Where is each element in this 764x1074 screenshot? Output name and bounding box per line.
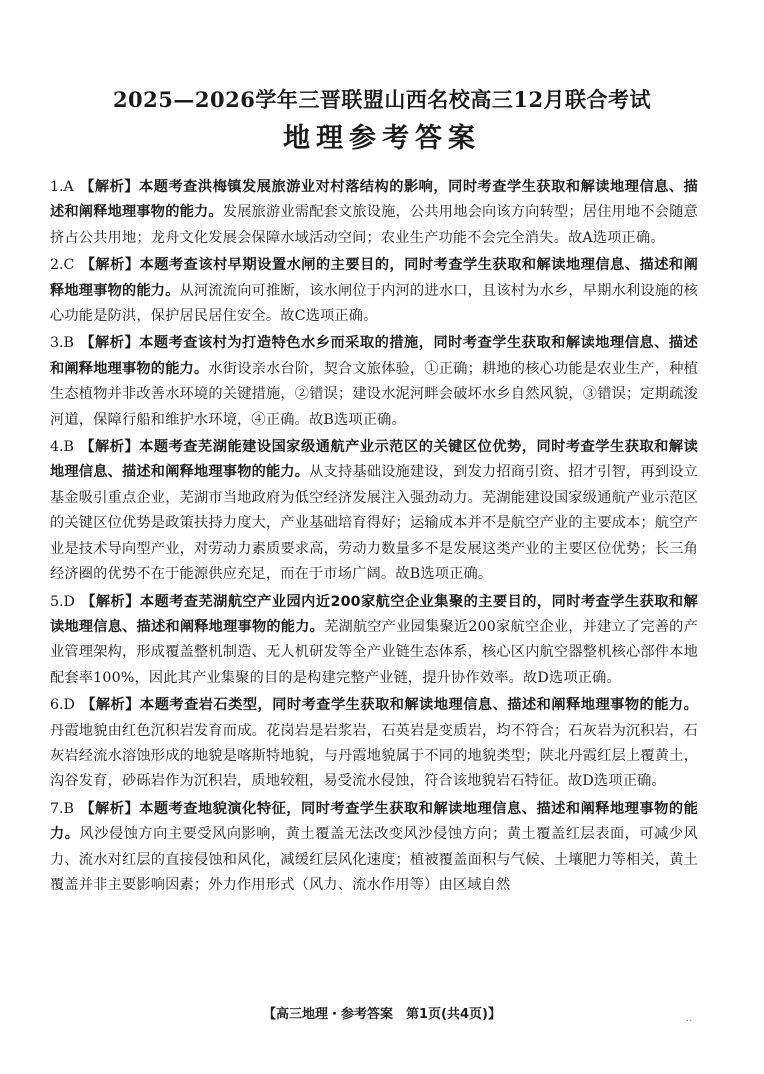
answer-item-6 [50, 693, 698, 795]
answer-number: 3.B [50, 335, 74, 352]
answer-item-2 [50, 253, 698, 329]
analysis-tag: 【解析】 [79, 800, 140, 817]
answer-number: 6.D [50, 697, 75, 714]
analysis-tag: 【解析】 [79, 439, 140, 456]
answer-focus: 本题考查该村为打造特色水乡而采取的措施，同时考查学生获取和解读地理信息、描述和阐释地理事物的能力。 [50, 335, 698, 377]
analysis-tag: 【解析】 [80, 697, 140, 714]
answer-detail: 从河流流向可推断，该水闸位于内河的进水口，且该村为水乡，早期水利设施的核心功能是防洪，保护居民居住安全。故C选项正确。 [50, 282, 698, 325]
answer-number: 4.B [50, 439, 74, 456]
answer-item-5 [50, 590, 698, 692]
answer-focus: 本题考查洪梅镇发展旅游业对村落结构的影响，同时考查学生获取和解读地理信息、描述和阐释地理事物的能力。 [50, 179, 698, 221]
answer-detail: 发展旅游业需配套文旅设施，公共用地会向该方向转型；居住用地不会随意挤占公共用地；龙舟文化发展会保障水域活动空间；农业生产功能不会完全消失。故A选项正确。 [50, 204, 699, 246]
corner-dot-mark: ·· [686, 1016, 693, 1027]
answer-detail: 芜湖航空产业园集聚近200家航空企业，并建立了完善的产业管理架构，形成覆盖整机制造、无人机研发等全产业链生态体系，核心区内航空器整机核心部件本地配套率100%，因此其产业集聚的目的是构建完整产业链，提升协作效率。故D选项正确。 [50, 618, 698, 686]
answer-number: 7.B [50, 800, 74, 817]
answer-detail: 丹霞地貌由红色沉积岩发育而成。花岗岩是岩浆岩，石英岩是变质岩，均不符合；石灰岩为沉积岩，石灰岩经流水溶蚀形成的地貌是喀斯特地貌，与丹霞地貌属于不同的地貌类型；陕北丹霞红层上覆黄土，沟谷发育，砂砾岩作为沉积岩，质地较粗，易受流水侵蚀，符合该地貌岩石特征。故D选项正确。 [50, 722, 698, 790]
answer-number: 2.C [50, 257, 75, 274]
exam-title: 2025—2026学年三晋联盟山西名校高三12月联合考试 [112, 87, 652, 112]
answer-detail: 从支持基础设施建设，到发力招商引资、招才引智，再到设立基金吸引重点企业，芜湖市当地政府为低空经济发展注入强劲动力。芜湖能建设国家级通航产业示范区的关键区位优势是政策扶持力度大，产业基础培育得好；运输成本并不是航空产业的主要成本；航空产业是技术导向型产业，对劳动力素质要求高，劳动力数量多不是发展这类产业的主要区位优势；长三角经济圈的优势不在于能源供应充足，而在于市场广阔。故B选项正确。 [50, 464, 698, 583]
answer-detail: 水街设亲水台阶，契合文旅体验，①正确；耕地的核心功能是农业生产，种植生态植物并非改善水环境的关键措施，②错误；建设水泥河畔会破坏水乡自然风貌，③错误；定期疏浚河道，保障行船和维护水环境，④正确。故B选项正确。 [50, 360, 698, 428]
answer-number: 5.D [50, 593, 75, 610]
page-footer: 【高三地理・参考答案 第1页(共4页)】 [263, 1007, 501, 1022]
answer-list [50, 175, 698, 900]
analysis-tag: 【解析】 [80, 593, 140, 610]
answer-key-title: 地理参考答案 [283, 123, 481, 154]
analysis-tag: 【解析】 [79, 335, 140, 352]
answer-number: 1.A [50, 179, 74, 195]
analysis-tag: 【解析】 [80, 257, 140, 274]
analysis-tag: 【解析】 [79, 179, 140, 195]
answer-focus: 本题考查芜湖航空产业园内近200家航空企业集聚的主要目的，同时考查学生获取和解读地理信息、描述和阐释地理事物的能力。 [50, 593, 698, 635]
answer-item-1 [50, 175, 698, 251]
answer-item-4 [50, 435, 698, 587]
answer-focus: 本题考查岩石类型，同时考查学生获取和解读地理信息、描述和阐释地理事物的能力。 [140, 697, 698, 714]
answer-item-3 [50, 331, 698, 433]
answer-focus: 本题考查地貌演化特征，同时考查学生获取和解读地理信息、描述和阐释地理事物的能力。 [50, 800, 698, 843]
answer-detail: 风沙侵蚀方向主要受风向影响，黄土覆盖无法改变风沙侵蚀方向；黄土覆盖红层表面，可减少风力、流水对红层的直接侵蚀和风化，减缓红层风化速度；植被覆盖面积与气候、土壤肥力等相关，黄土覆盖并非主要影响因素；外力作用形式（风力、流水作用等）由区域自然 [50, 826, 699, 893]
answer-focus: 本题考查该村早期设置水闸的主要目的，同时考查学生获取和解读地理信息、描述和阐释地理事物的能力。 [50, 257, 698, 299]
answer-item-7 [50, 797, 698, 899]
answer-focus: 本题考查芜湖能建设国家级通航产业示范区的关键区位优势，同时考查学生获取和解读地理信息、描述和阐释地理事物的能力。 [50, 439, 698, 481]
